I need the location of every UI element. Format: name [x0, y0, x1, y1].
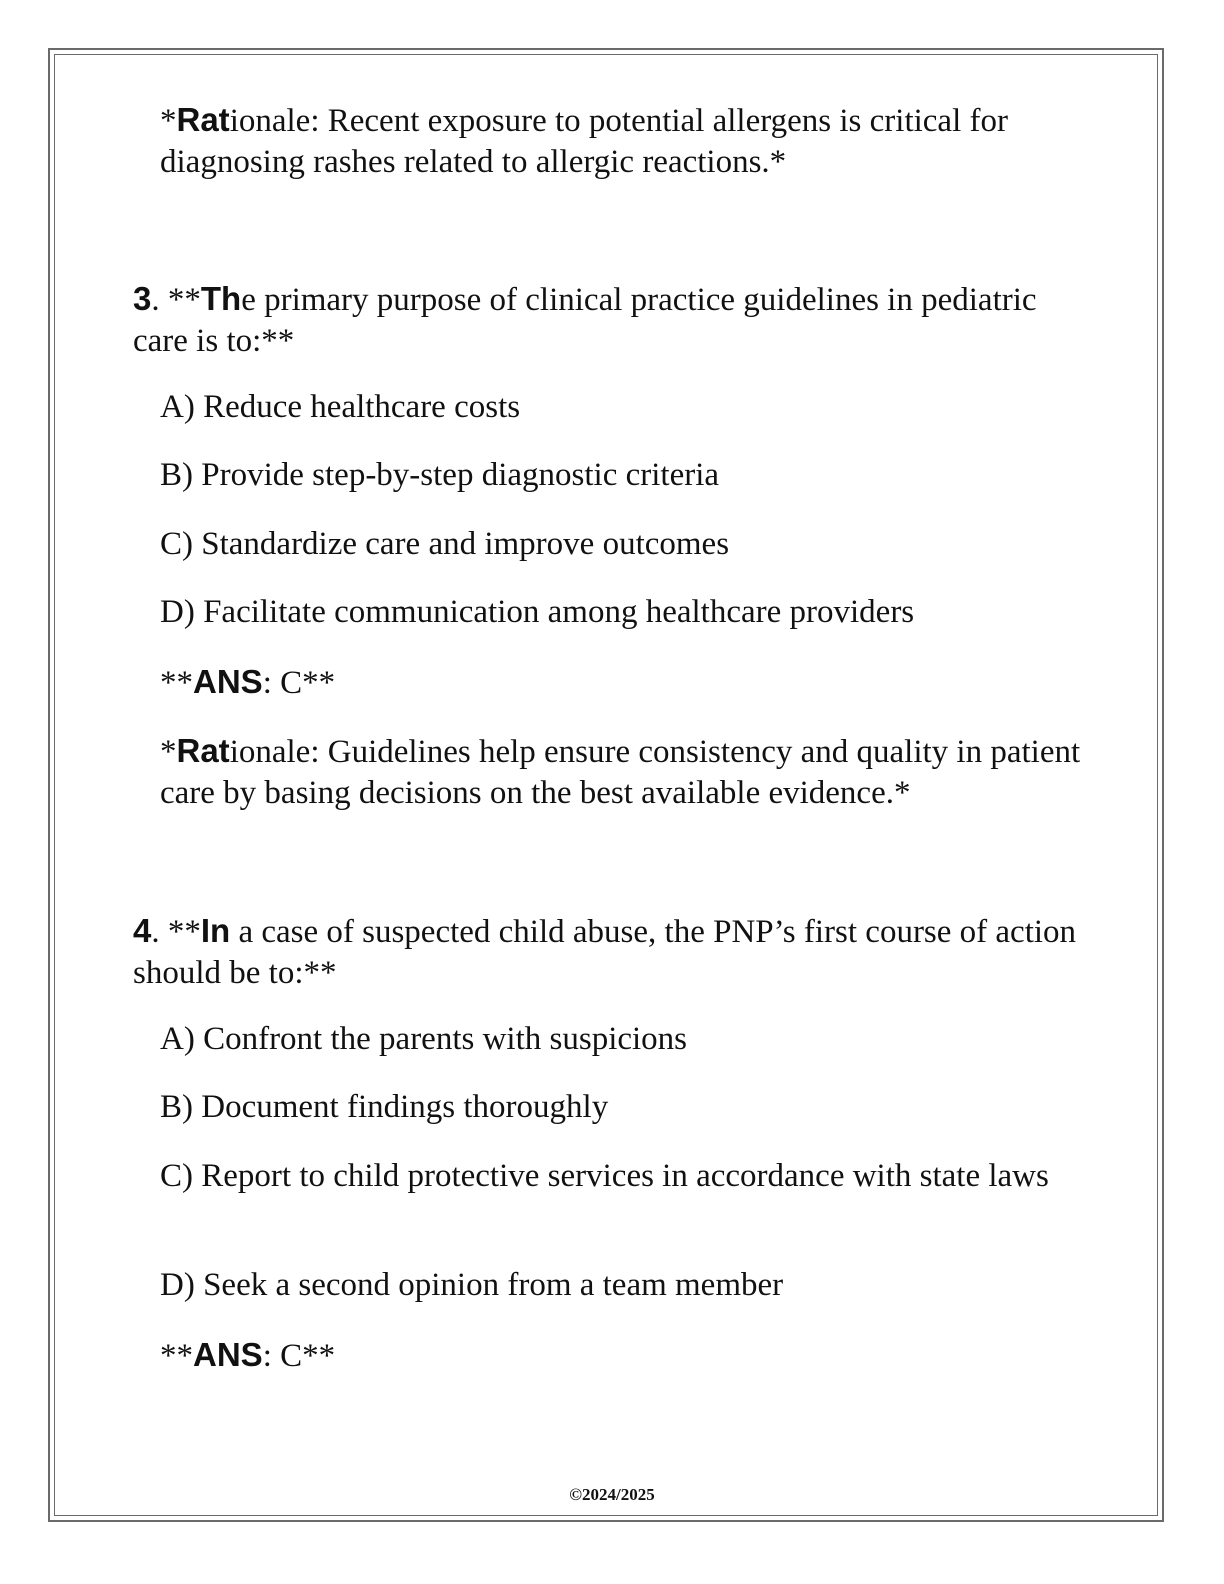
- q3-option-d: D) Facilitate communication among healthcare providers: [160, 594, 915, 630]
- question-text: a case of suspected child abuse, the PNP’s first course of action should be to:**: [133, 914, 1077, 991]
- answer-value: : C**: [262, 1338, 336, 1374]
- q4-option-a: A) Confront the parents with suspicions: [160, 1021, 688, 1057]
- rationale-prefix: *: [160, 734, 177, 770]
- rationale-text: ionale: Guidelines help ensure consistency and quality in patient care by basing decisions on the best available evidence.*: [160, 734, 1081, 811]
- question-4-stem: [133, 910, 1093, 994]
- answer-prefix: **: [160, 665, 193, 701]
- previous-rationale: [133, 99, 1120, 183]
- q3-answer: [133, 661, 1120, 704]
- answer-value: : C**: [262, 665, 336, 701]
- question-bold-lead: Th: [200, 280, 242, 317]
- answer-prefix: **: [160, 1338, 193, 1374]
- q4-option-b: B) Document findings thoroughly: [160, 1089, 609, 1125]
- q3-option-c: C) Standardize care and improve outcomes: [160, 526, 730, 562]
- answer-label: ANS: [193, 663, 263, 700]
- answer-label: ANS: [193, 1336, 263, 1373]
- question-text: e primary purpose of clinical practice guidelines in pediatric care is to:**: [133, 282, 1037, 359]
- q4-option-d: D) Seek a second opinion from a team member: [160, 1267, 784, 1303]
- question-bold-lead: In: [200, 912, 231, 949]
- q3-option-a: A) Reduce healthcare costs: [160, 389, 521, 425]
- question-separator: . **: [151, 282, 201, 318]
- rationale-prefix: *: [160, 103, 177, 139]
- q4-answer: [133, 1334, 1120, 1377]
- question-3-stem: [133, 278, 1093, 362]
- q4-option-c: C) Report to child protective services in accordance with state laws: [160, 1158, 1049, 1194]
- q3-rationale: [133, 730, 1120, 814]
- question-number: 3: [133, 280, 152, 317]
- rationale-bold-lead: Rat: [176, 101, 230, 138]
- question-separator: . **: [151, 914, 201, 950]
- copyright-footer: ©2024/2025: [569, 1485, 655, 1504]
- rationale-text: ionale: Recent exposure to potential allergens is critical for diagnosing rashes related to allergic reactions.*: [160, 103, 1008, 180]
- rationale-bold-lead: Rat: [176, 732, 230, 769]
- q3-option-b: B) Provide step-by-step diagnostic criteria: [160, 457, 720, 493]
- question-number: 4: [133, 912, 152, 949]
